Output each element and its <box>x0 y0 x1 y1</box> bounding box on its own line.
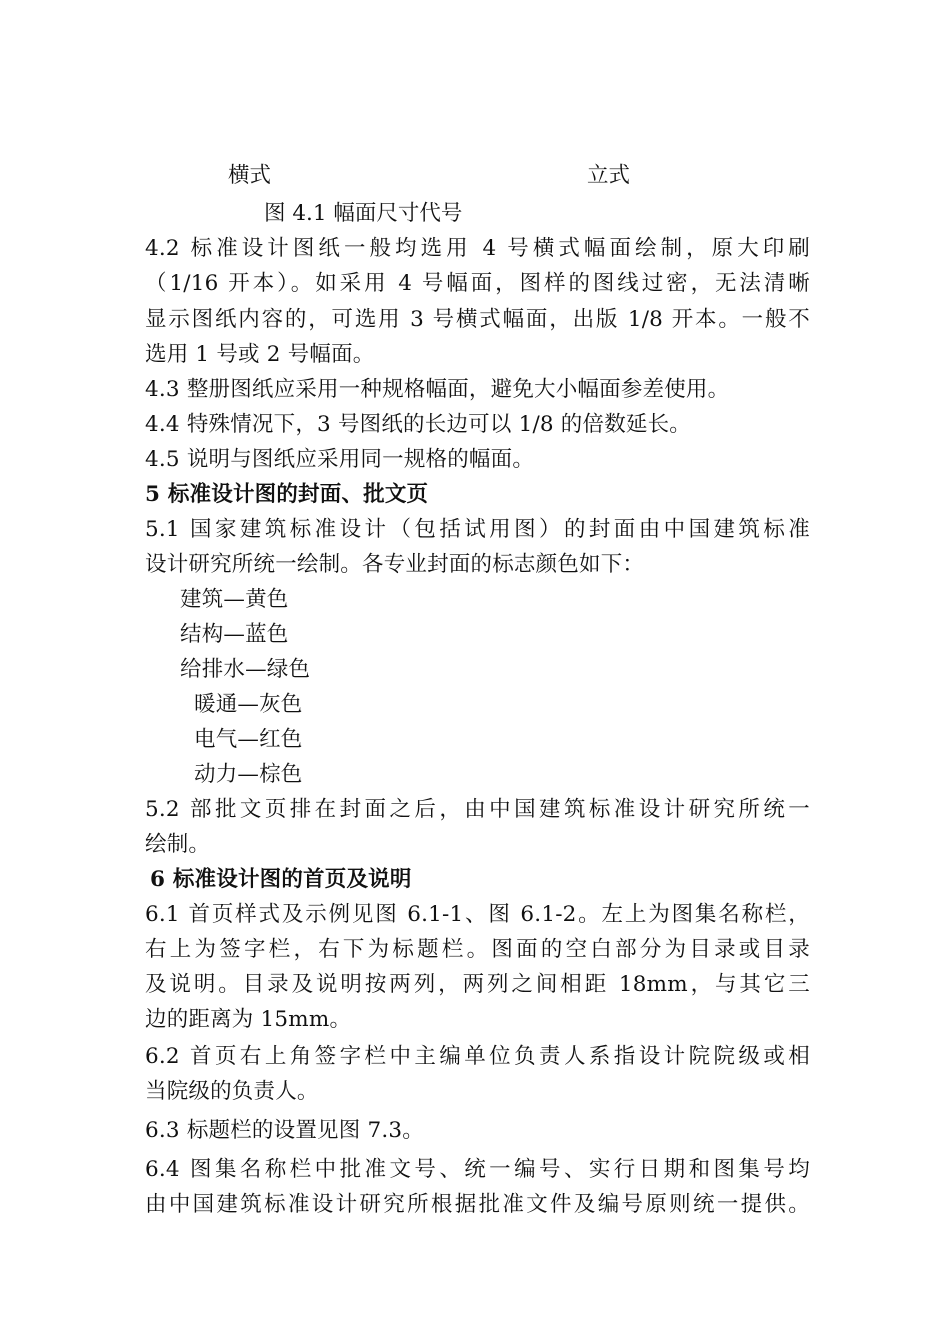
figure-label-vertical: 立式 <box>587 163 631 188</box>
paragraph-line: 4.3 整册图纸应采用一种规格幅面，避免大小幅面参差使用。 <box>145 377 730 402</box>
paragraph-line: 5.1 国家建筑标准设计（包括试用图）的封面由中国建筑标准 <box>145 517 810 542</box>
color-list-item: 电气—红色 <box>194 727 303 752</box>
figure-caption: 图 4.1 幅面尺寸代号 <box>264 201 463 226</box>
color-list-item: 暖通—灰色 <box>194 692 303 717</box>
paragraph-line: 4.5 说明与图纸应采用同一规格的幅面。 <box>145 447 535 472</box>
paragraph-line: 当院级的负责人。 <box>145 1079 319 1104</box>
paragraph-line: 显示图纸内容的，可选用 3 号横式幅面，出版 1/8 开本。一般不 <box>145 307 810 332</box>
paragraph-line: 6.4 图集名称栏中批准文号、统一编号、实行日期和图集号均 <box>145 1157 810 1182</box>
paragraph-line: 4.4 特殊情况下，3 号图纸的长边可以 1/8 的倍数延长。 <box>145 412 692 437</box>
paragraph-line: 5.2 部批文页排在封面之后，由中国建筑标准设计研究所统一 <box>145 797 810 822</box>
paragraph-line: 6.3 标题栏的设置见图 7.3。 <box>145 1118 424 1143</box>
paragraph-line: 4.2 标准设计图纸一般均选用 4 号横式幅面绘制，原大印刷 <box>145 236 810 261</box>
color-list-item: 给排水—绿色 <box>180 657 311 682</box>
paragraph-line: 右上为签字栏，右下为标题栏。图面的空白部分为目录或目录 <box>145 937 810 962</box>
paragraph-line: 边的距离为 15mm。 <box>145 1007 352 1032</box>
paragraph-line: 绘制。 <box>145 832 211 857</box>
paragraph-line: 6.2 首页右上角签字栏中主编单位负责人系指设计院院级或相 <box>145 1044 810 1069</box>
paragraph-line: 选用 1 号或 2 号幅面。 <box>145 342 375 367</box>
paragraph-line: 由中国建筑标准设计研究所根据批准文件及编号原则统一提供。 <box>145 1192 810 1217</box>
section-heading: 6 标准设计图的首页及说明 <box>150 867 412 892</box>
color-list-item: 结构—蓝色 <box>180 622 289 647</box>
paragraph-line: 及说明。目录及说明按两列，两列之间相距 18mm，与其它三 <box>145 972 810 997</box>
paragraph-line: 6.1 首页样式及示例见图 6.1-1、图 6.1-2。左上为图集名称栏， <box>145 902 810 927</box>
paragraph-line: 设计研究所统一绘制。各专业封面的标志颜色如下： <box>145 552 645 577</box>
color-list-item: 建筑—黄色 <box>180 587 289 612</box>
section-heading: 5 标准设计图的封面、批文页 <box>145 482 429 507</box>
color-list-item: 动力—棕色 <box>194 762 303 787</box>
figure-label-horizontal: 横式 <box>228 163 272 188</box>
paragraph-line: （1/16 开本）。如采用 4 号幅面，图样的图线过密，无法清晰 <box>145 271 810 296</box>
